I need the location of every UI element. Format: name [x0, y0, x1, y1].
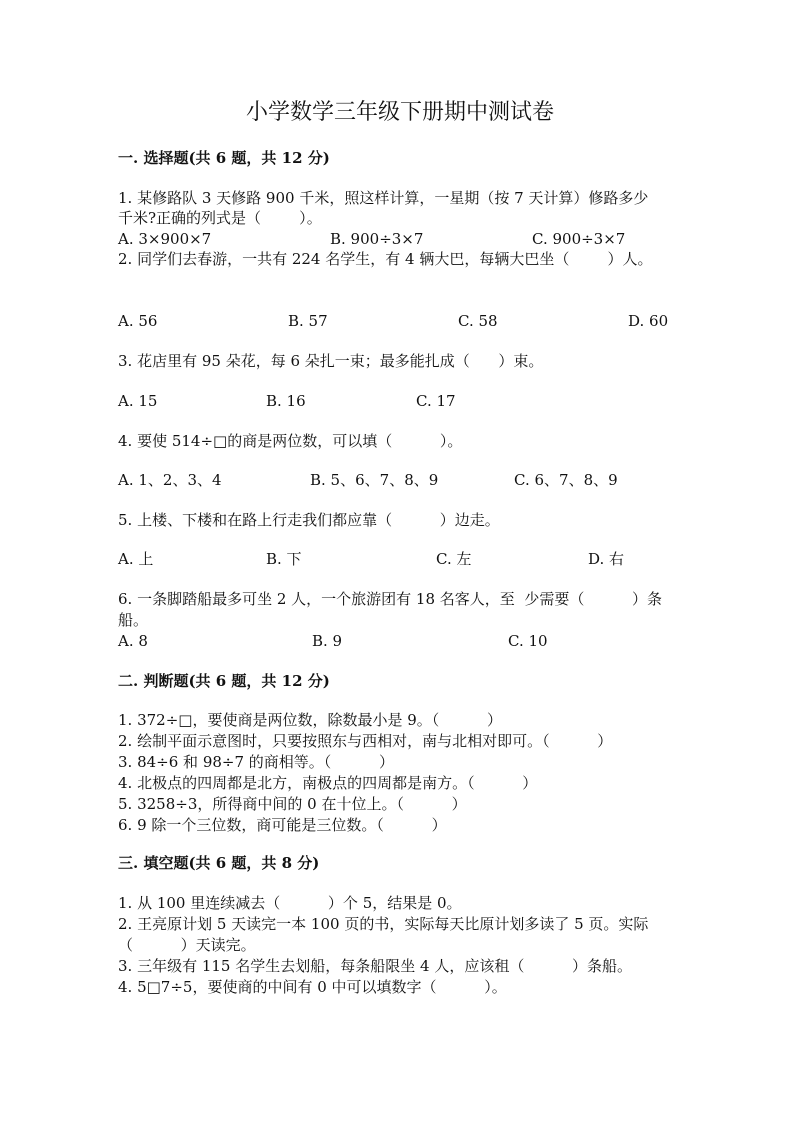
question-6-option-b: B. 9 [312, 632, 343, 650]
question-4-option-b: B. 5、6、7、8、9 [310, 471, 439, 489]
question-6-option-a: A. 8 [118, 632, 148, 650]
question-6-line-2: 船。 [118, 611, 149, 629]
section-heading-choice: 一. 选择题(共 6 题，共 12 分) [118, 149, 330, 167]
question-2-line-1: 2. 同学们去春游，一共有 224 名学生，有 4 辆大巴，每辆大巴坐（ ）人。 [118, 250, 653, 268]
question-3-option-b: B. 16 [266, 392, 306, 410]
question-3-option-c: C. 17 [416, 392, 456, 410]
section-heading-judgement: 二. 判断题(共 6 题，共 12 分) [118, 672, 330, 690]
page-title: 小学数学三年级下册期中测试卷 [245, 100, 554, 125]
fill-item-1: 1. 从 100 里连续减去（ ）个 5，结果是 0。 [118, 894, 462, 912]
judgement-item-5: 5. 3258÷3，所得商中间的 0 在十位上。（ ） [118, 795, 467, 813]
fill-item-2-line-2: （ ）天读完。 [118, 936, 256, 954]
section-heading-fill-blank: 三. 填空题(共 6 题，共 8 分) [118, 854, 320, 872]
question-2-option-b: B. 57 [288, 312, 328, 330]
fill-item-4: 4. 5□7÷5，要使商的中间有 0 中可以填数字（ ）。 [118, 978, 507, 996]
fill-item-3: 3. 三年级有 115 名学生去划船，每条船限坐 4 人，应该租（ ）条船。 [118, 957, 633, 975]
question-5-line-1: 5. 上楼、下楼和在路上行走我们都应靠（ ）边走。 [118, 511, 500, 529]
question-5-option-c: C. 左 [436, 550, 472, 568]
question-1-option-c: C. 900÷3×7 [532, 230, 626, 248]
question-4-line-1: 4. 要使 514÷□的商是两位数，可以填（ ）。 [118, 432, 463, 450]
question-3-option-a: A. 15 [118, 392, 158, 410]
judgement-item-4: 4. 北极点的四周都是北方，南极点的四周都是南方。（ ） [118, 774, 538, 792]
fill-item-2-line-1: 2. 王亮原计划 5 天读完一本 100 页的书，实际每天比原计划多读了 5 页。实际 [118, 915, 649, 933]
question-5-option-b: B. 下 [266, 550, 302, 568]
question-1-line-2: 千米?正确的列式是（ ）。 [118, 209, 322, 227]
judgement-item-3: 3. 84÷6 和 98÷7 的商相等。（ ） [118, 753, 394, 771]
question-6-line-1: 6. 一条脚踏船最多可坐 2 人，一个旅游团有 18 名客人，至 少需要（ ）条 [118, 590, 663, 608]
question-3-line-1: 3. 花店里有 95 朵花，每 6 朵扎一束；最多能扎成（ ）束。 [118, 352, 544, 370]
question-1-option-a: A. 3×900×7 [118, 230, 212, 248]
question-2-option-c: C. 58 [458, 312, 498, 330]
question-5-option-d: D. 右 [588, 550, 625, 568]
question-4-option-c: C. 6、7、8、9 [514, 471, 618, 489]
question-2-option-d: D. 60 [628, 312, 669, 330]
question-2-option-a: A. 56 [118, 312, 158, 330]
question-4-option-a: A. 1、2、3、4 [118, 471, 222, 489]
question-5-option-a: A. 上 [118, 550, 154, 568]
judgement-item-1: 1. 372÷□，要使商是两位数，除数最小是 9。（ ） [118, 711, 502, 729]
question-1-option-b: B. 900÷3×7 [330, 230, 424, 248]
question-1-line-1: 1. 某修路队 3 天修路 900 千米，照这样计算，一星期（按 7 天计算）修路多少 [118, 189, 649, 207]
judgement-item-2: 2. 绘制平面示意图时，只要按照东与西相对，南与北相对即可。（ ） [118, 732, 613, 750]
question-6-option-c: C. 10 [508, 632, 548, 650]
judgement-item-6: 6. 9 除一个三位数，商可能是三位数。（ ） [118, 816, 447, 834]
